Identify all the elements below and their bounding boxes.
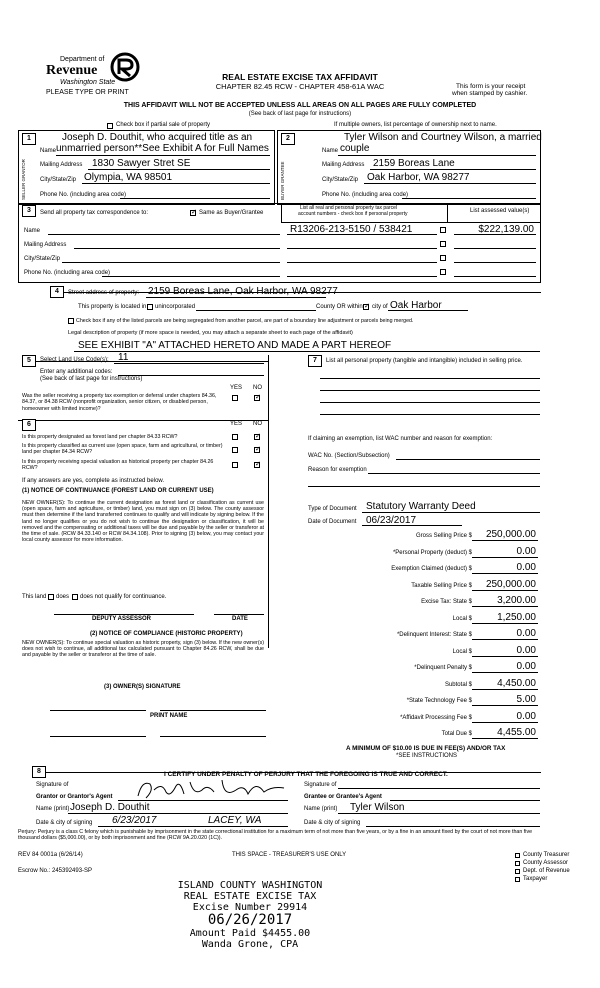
deputy-date-label: DATE xyxy=(232,616,248,622)
amount-label: Taxable Selling Price $ xyxy=(411,583,472,589)
rev-number: REV 84 0001a (6/26/14) xyxy=(18,852,83,858)
stamp-line3: Excise Number 29914 xyxy=(192,902,308,913)
amount-label: *Delinquent Interest: State $ xyxy=(396,632,472,638)
section-3-number: 3 xyxy=(22,205,36,217)
notice-continuance-title: (1) NOTICE OF CONTINUANCE (FOREST LAND OR CURRENT USE) xyxy=(22,488,214,494)
forest-yes-checkbox[interactable] xyxy=(232,434,238,440)
buyer-name-line1: Tyler Wilson and Courtney Wilson, a married xyxy=(344,132,542,143)
parcel-header1: List all real and personal property tax parcel xyxy=(300,205,397,211)
land-use-code[interactable]: 11 xyxy=(118,352,129,363)
section-5-number: 5 xyxy=(22,355,36,367)
notice-continuance-body: NEW OWNER(S): To continue the current designation as forest land or classification as current use (open space, farm and agriculture, or timber) land, you must sign on (3) below. The county assessor must then determine if the land transferred continues to qualify and will indicate by signing below. If the land no longer qualifies or you do not wish to continue the designation or classification, it will be removed and the compensating or additional taxes will be due and payable by the seller or transferor at the time of sale. (RCW 84.33.140 or RCW 84.34.108). Prior to signing (3) below, you may contact your local county assessor for more information. xyxy=(22,500,264,544)
city-of-label: city of xyxy=(372,304,388,310)
parcel-header2: account numbers - check box if personal property xyxy=(298,211,408,217)
multiple-owners-label: If multiple owners, list percentage of ownership next to name. xyxy=(334,122,497,128)
land-use-label: Select Land Use Code(s): xyxy=(40,357,109,363)
grantor-signing-city[interactable]: LACEY, WA xyxy=(208,815,262,826)
amount-value[interactable]: 0.00 xyxy=(516,562,536,573)
this-land-label: This land xyxy=(22,594,47,600)
grantee-agent-label: Grantee or Grantee's Agent xyxy=(304,794,382,800)
doc-type[interactable]: Statutory Warranty Deed xyxy=(366,501,476,512)
form-chapter: CHAPTER 82.45 RCW - CHAPTER 458-61A WAC xyxy=(215,82,385,91)
amount-value[interactable]: 250,000.00 xyxy=(485,579,536,590)
section-2-number: 2 xyxy=(281,133,295,145)
sec5-yes: YES xyxy=(230,385,243,391)
if-yes-note: If any answers are yes, complete as instructed below. xyxy=(22,478,165,484)
additional-codes-label: Enter any additional codes: xyxy=(40,369,113,375)
dept-line1: Department of xyxy=(60,56,105,63)
seller-mailing-label: Mailing Address xyxy=(40,162,83,168)
amount-label: *Personal Property (deduct) $ xyxy=(392,550,472,556)
historic-question: Is this property receiving special valuation as historical property per chapter 84.26 RCW? xyxy=(22,459,214,472)
current-use-yes-checkbox[interactable] xyxy=(232,447,238,453)
stamp-line4: 06/26/2017 xyxy=(207,912,293,928)
buyer-mailing-label: Mailing Address xyxy=(322,162,365,168)
notice-compliance-title: (2) NOTICE OF COMPLIANCE (HISTORIC PROPERTY) xyxy=(90,631,243,637)
sec3-mailing-label: Mailing Address xyxy=(24,242,67,248)
doc-date[interactable]: 06/23/2017 xyxy=(366,515,417,526)
sec3-city-label: City/State/Zip xyxy=(24,256,61,262)
does-not-label: does not qualify for continuance. xyxy=(80,594,167,600)
amount-value[interactable]: 5.00 xyxy=(516,694,536,705)
grantee-sig-label: Signature of xyxy=(304,782,337,788)
amount-value[interactable]: 0.00 xyxy=(516,661,536,672)
amount-value[interactable]: 0.00 xyxy=(516,546,536,557)
exemption-yes-checkbox[interactable] xyxy=(232,395,238,401)
copy-checkbox[interactable] xyxy=(515,861,520,866)
property-city[interactable]: Oak Harbor xyxy=(390,300,442,311)
assessed-header: List assessed value(s) xyxy=(470,208,530,214)
seller-name-line1: Joseph D. Douthit, who acquired title as an xyxy=(62,132,253,143)
sec5-no: NO xyxy=(253,385,262,391)
historic-no-checkbox[interactable]: ✓ xyxy=(255,461,261,468)
seller-mailing[interactable]: 1830 Sawyer Stret SE xyxy=(92,158,191,169)
grantee-date-city-label: Date & city of signing xyxy=(304,820,361,826)
copy-label: County Treasurer xyxy=(523,852,570,858)
additional-codes-note: (See back of last page for instructions) xyxy=(40,376,143,382)
parcel-checkbox-2[interactable] xyxy=(440,241,446,247)
owner-signature-label: (3) OWNER(S) SIGNATURE xyxy=(104,684,181,690)
stamp-line1: ISLAND COUNTY WASHINGTON xyxy=(177,880,323,891)
assessed-value[interactable]: $222,139.00 xyxy=(478,224,534,235)
unincorporated-label: unincorporated xyxy=(155,304,196,310)
see-instructions: *SEE INSTRUCTIONS xyxy=(396,753,458,759)
receipt-note2: when stamped by cashier. xyxy=(452,90,528,97)
print-name-label: PRINT NAME xyxy=(150,713,188,719)
grantor-date-city-label: Date & city of signing xyxy=(36,820,93,826)
stamp-line6: Wanda Grone, CPA xyxy=(201,939,299,950)
perjury-note: Perjury: Perjury is a class C felony which is punishable by imprisonment in the state correctional institution for a maximum term of not more than five years, or by a fine in an amount fixed by the court of not more than five thousand dollars ($5,000.00), or by both imprisonment and fine (RCW 9A.20.020 (1C)). xyxy=(18,829,533,842)
parcel-checkbox-3[interactable] xyxy=(440,255,446,261)
partial-sale-label: Check box if partial sale of property xyxy=(116,122,211,128)
amount-label: Total Due $ xyxy=(441,731,472,737)
segregated-checkbox[interactable] xyxy=(68,318,74,324)
section-8-number: 8 xyxy=(32,766,46,778)
sec6-no: NO xyxy=(253,421,262,427)
same-as-buyer-checkbox[interactable]: ✓ xyxy=(191,209,197,216)
amount-label: Gross Selling Price $ xyxy=(415,533,472,539)
amount-value[interactable]: 4,455.00 xyxy=(497,727,536,738)
forest-question: Is this property designated as forest land per chapter 84.33 RCW? xyxy=(22,434,178,440)
seller-city[interactable]: Olympia, WA 98501 xyxy=(84,172,173,183)
wac-label: WAC No. (Section/Subsection) xyxy=(308,453,390,459)
grantor-sig-label: Signature of xyxy=(36,782,69,788)
exemption-question: Was the seller receiving a property tax exemption or deferral under chapters 84.36, 84.37, or 84.38 RCW (nonprofit organization, senior citizen, or disabled person, homeowner with limited income)? xyxy=(22,393,217,412)
deputy-assessor-label: DEPUTY ASSESSOR xyxy=(92,616,152,622)
copy-checkbox[interactable] xyxy=(515,877,520,882)
land-does-not-checkbox[interactable] xyxy=(72,594,78,600)
amount-value[interactable]: 3,200.00 xyxy=(497,595,536,606)
seller-name-line2[interactable]: unmarried person**See Exhibit A for Full Names xyxy=(56,143,269,154)
legal-label: Legal description of property (if more space is needed, you may attach a separate sheet to each page of the affidavit) xyxy=(68,330,353,336)
amount-label: Local $ xyxy=(452,616,472,622)
receipt-note1: This form is your receipt xyxy=(456,83,526,90)
parcel-number[interactable]: R13206-213-5150 / 538421 xyxy=(290,224,413,235)
county-within-label: County OR within xyxy=(316,304,363,310)
buyer-name-label: Name xyxy=(322,148,339,154)
partial-sale-checkbox[interactable] xyxy=(107,123,113,129)
amount-value[interactable]: 0.00 xyxy=(516,711,536,722)
amount-label: Subtotal $ xyxy=(444,682,472,688)
treasurer-only: THIS SPACE - TREASURER'S USE ONLY xyxy=(232,852,347,858)
amount-label: Exemption Claimed (deduct) $ xyxy=(391,566,472,572)
seller-side-label: SELLER GRANTOR xyxy=(21,159,26,200)
copy-checkbox[interactable] xyxy=(515,853,520,858)
buyer-city[interactable]: Oak Harbor, WA 98277 xyxy=(367,172,470,183)
dept-line2: Revenue xyxy=(46,63,98,78)
historic-yes-checkbox[interactable] xyxy=(232,462,238,468)
grantee-name-print-label: Name (print) xyxy=(304,806,338,812)
treasurer-stamp xyxy=(150,880,350,950)
grantor-agent-label: Grantor or Grantor's Agent xyxy=(36,794,113,800)
amount-value[interactable]: 0.00 xyxy=(516,628,536,639)
buyer-city-label: City/State/Zip xyxy=(322,177,359,183)
amount-label: Local $ xyxy=(452,649,472,655)
section-4-number: 4 xyxy=(50,286,64,298)
seller-name-label: Name xyxy=(40,148,57,154)
amount-value[interactable]: 250,000.00 xyxy=(485,529,536,540)
buyer-name-line2[interactable]: couple xyxy=(340,143,370,154)
parcel-checkbox-1[interactable] xyxy=(440,227,446,233)
stamp-line5: Amount Paid $4455.00 xyxy=(189,928,311,939)
copy-label: Taxpayer xyxy=(523,876,548,882)
current-use-no-checkbox[interactable]: ✓ xyxy=(255,446,261,453)
personal-property-label: List all personal property (tangible and intangible) included in selling price. xyxy=(326,358,523,364)
sec6-yes: YES xyxy=(230,421,243,427)
stamp-line2: REAL ESTATE EXCISE TAX xyxy=(183,891,317,902)
copy-label: County Assessor xyxy=(523,860,569,866)
escrow-number: Escrow No.: 245392493-SP xyxy=(18,868,93,874)
forest-no-checkbox[interactable]: ✓ xyxy=(255,433,261,440)
street-address[interactable]: 2159 Boreas Lane, Oak Harbor, WA 98277 xyxy=(148,286,338,297)
please-type: PLEASE TYPE OR PRINT xyxy=(46,89,129,96)
grantee-name-print[interactable]: Tyler Wilson xyxy=(350,802,405,813)
buyer-side-label: BUYER GRANTEE xyxy=(280,161,285,200)
amount-label: *State Technology Fee $ xyxy=(406,698,472,704)
minimum-note: A MINIMUM OF $10.00 IS DUE IN FEE(S) AND/OR TAX xyxy=(346,745,506,752)
exemption-no-checkbox[interactable]: ✓ xyxy=(255,394,261,401)
located-label: This property is located in xyxy=(78,304,147,310)
amount-value[interactable]: 0.00 xyxy=(516,645,536,656)
buyer-mailing[interactable]: 2159 Boreas Lane xyxy=(373,158,455,169)
parcel-checkbox-4[interactable] xyxy=(440,269,446,275)
same-as-buyer-label: Same as Buyer/Grantee xyxy=(199,210,264,216)
dept-line3: Washington State xyxy=(60,79,116,86)
doc-type-label: Type of Document xyxy=(308,506,357,512)
see-back: (See back of last page for instructions) xyxy=(248,111,352,117)
segregated-label: Check box if any of the listed parcels are being segregated from another parcel, are part of a boundary line adjustment or parcels being merged. xyxy=(76,318,414,324)
sec3-phone-label: Phone No. (including area code) xyxy=(24,270,111,276)
grantor-name-print[interactable]: Joseph D. Douthit xyxy=(70,802,150,813)
form-title: REAL ESTATE EXCISE TAX AFFIDAVIT xyxy=(222,72,378,82)
unincorporated-checkbox[interactable] xyxy=(147,304,153,310)
street-label: Street address of property: xyxy=(68,290,140,296)
send-correspondence-label: Send all property tax correspondence to: xyxy=(40,210,149,216)
grantor-name-print-label: Name (print) xyxy=(36,806,70,812)
section-7-number: 7 xyxy=(308,355,322,367)
amount-value[interactable]: 1,250.00 xyxy=(497,612,536,623)
grantor-signature xyxy=(132,776,292,802)
copy-checkbox[interactable] xyxy=(515,869,520,874)
seller-city-label: City/State/Zip xyxy=(40,177,77,183)
copy-label: Dept. of Revenue xyxy=(523,868,570,874)
section-6-number: 6 xyxy=(22,419,36,431)
warning-text: THIS AFFIDAVIT WILL NOT BE ACCEPTED UNLESS ALL AREAS ON ALL PAGES ARE FULLY COMPLETED xyxy=(123,102,477,109)
seller-phone-label: Phone No. (including area code) xyxy=(40,192,127,198)
section-1-number: 1 xyxy=(22,133,36,145)
city-of-checkbox[interactable]: ✓ xyxy=(364,303,370,310)
amount-label: Excise Tax: State $ xyxy=(421,599,472,605)
amount-value[interactable]: 4,450.00 xyxy=(497,678,536,689)
wac-intro: If claiming an exemption, list WAC number and reason for exemption: xyxy=(308,436,493,442)
legal-description[interactable]: SEE EXHIBIT "A" ATTACHED HERETO AND MADE A PART HEREOF xyxy=(78,340,392,351)
buyer-phone-label: Phone No. (including area code) xyxy=(322,192,409,198)
certify-text: I CERTIFY UNDER PENALTY OF PERJURY THAT THE FOREGOING IS TRUE AND CORRECT. xyxy=(164,771,448,778)
amount-label: *Delinquent Penalty $ xyxy=(414,665,472,671)
notice-compliance-body: NEW OWNER(S): To continue special valuation as historic property, sign (3) below. If the new owner(s) does not wish to continue, all additional tax calculated pursuant to Chapter 84.26 RCW, shall be due and payable by the seller or transferor at the time of sale. xyxy=(22,640,264,659)
land-does-checkbox[interactable] xyxy=(48,594,54,600)
reason-label: Reason for exemption xyxy=(308,467,367,473)
sec3-name-label: Name xyxy=(24,228,41,234)
grantor-signing-date[interactable]: 6/23/2017 xyxy=(112,815,157,826)
doc-date-label: Date of Document xyxy=(308,519,357,525)
does-label: does xyxy=(56,594,70,600)
amount-label: *Affidavit Processing Fee $ xyxy=(400,715,472,721)
current-use-question: Is this property classified as current use (open space, farm and agricultural, or timber) land per chapter 84.34 RCW? xyxy=(22,443,223,456)
